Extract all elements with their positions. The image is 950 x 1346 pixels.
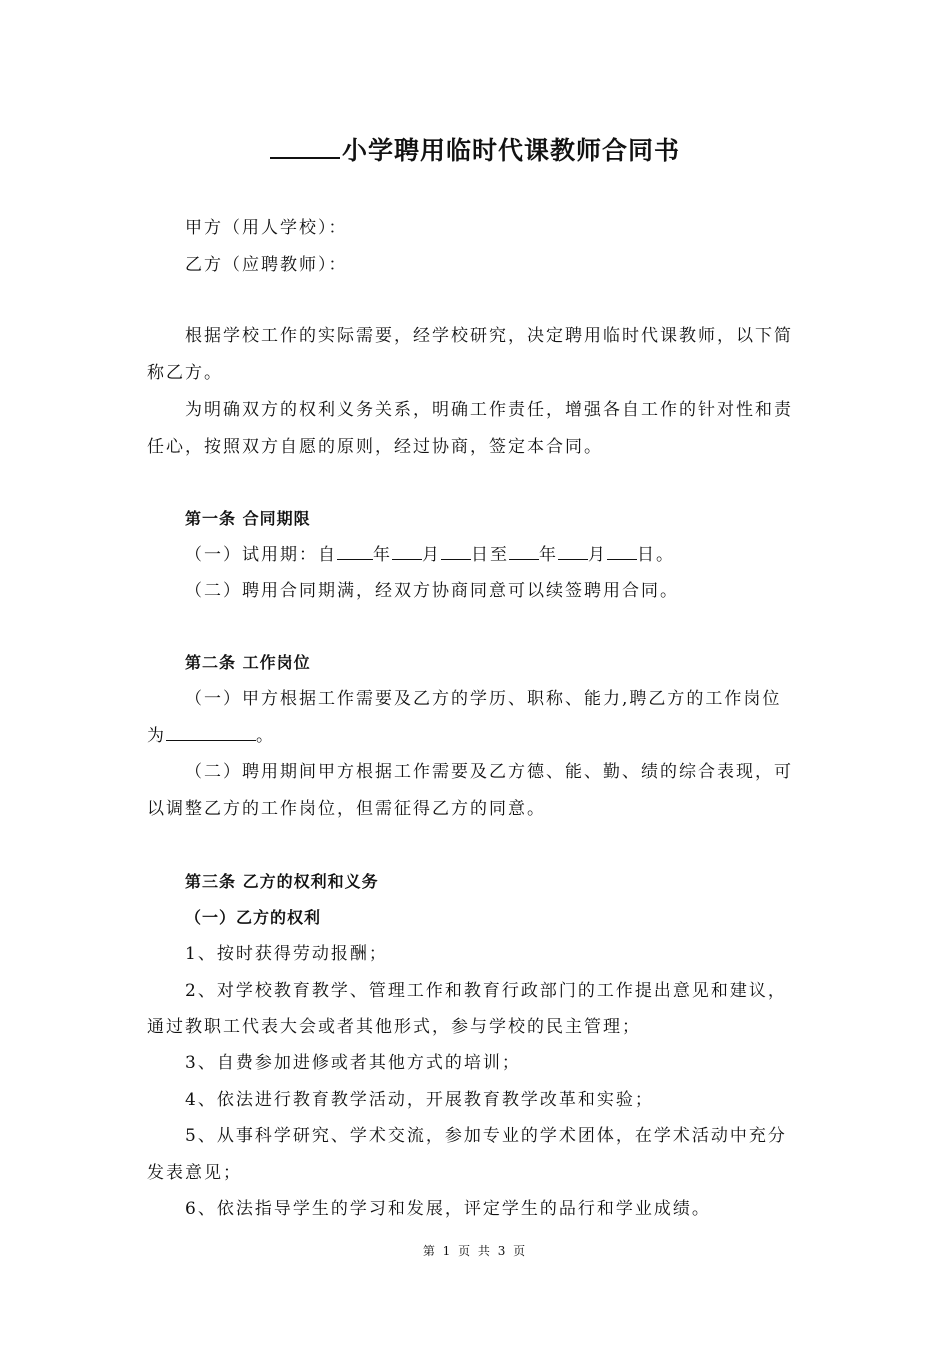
party-b-label: 乙方（应聘教师）： <box>185 255 348 275</box>
end-year-blank[interactable] <box>509 543 539 560</box>
end-month-blank[interactable] <box>558 543 588 560</box>
right-4: 4、依法进行教育教学活动，开展教育教学改革和实验； <box>185 1090 654 1110</box>
right-3: 3、自费参加进修或者其他方式的培训； <box>185 1053 521 1073</box>
position-prefix: 为 <box>147 726 166 746</box>
article-3-subheading: （一）乙方的权利 <box>185 908 322 927</box>
intro-paragraph-2-line-1: 为明确双方的权利义务关系，明确工作责任，增强各自工作的针对性和责 <box>185 400 793 420</box>
position-blank[interactable] <box>166 724 256 741</box>
start-day-blank[interactable] <box>441 543 471 560</box>
trial-prefix: （一）试用期：自 <box>185 545 337 565</box>
trial-end-month-label: 月 <box>588 545 607 565</box>
article-1-trial-period <box>185 543 675 567</box>
article-2-item-2-line-1: （二）聘用期间甲方根据工作需要及乙方德、能、勤、绩的综合表现，可 <box>185 762 793 782</box>
start-year-blank[interactable] <box>337 543 373 560</box>
intro-paragraph-1-line-2: 称乙方。 <box>147 363 223 383</box>
end-day-blank[interactable] <box>607 543 637 560</box>
position-suffix: 。 <box>256 726 275 746</box>
trial-day-to-label: 日至 <box>471 545 509 565</box>
start-month-blank[interactable] <box>392 543 422 560</box>
trial-month-label: 月 <box>422 545 441 565</box>
right-2-line-2: 通过教职工代表大会或者其他形式，参与学校的民主管理； <box>147 1017 641 1037</box>
right-2-line-1: 2、对学校教育教学、管理工作和教育行政部门的工作提出意见和建议， <box>185 981 787 1001</box>
trial-end-year-label: 年 <box>539 545 558 565</box>
article-1-item-2: （二）聘用合同期满，经双方协商同意可以续签聘用合同。 <box>185 581 679 601</box>
intro-paragraph-1-line-1: 根据学校工作的实际需要，经学校研究，决定聘用临时代课教师，以下简 <box>185 326 793 346</box>
trial-year-label: 年 <box>373 545 392 565</box>
article-2-item-1-line-2 <box>147 724 275 748</box>
right-5-line-1: 5、从事科学研究、学术交流，参加专业的学术团体，在学术活动中充分 <box>185 1126 787 1146</box>
trial-end-day-label: 日。 <box>637 545 675 565</box>
party-a-label: 甲方（用人学校）： <box>185 218 348 238</box>
contract-title <box>0 131 950 167</box>
title-text: 小学聘用临时代课教师合同书 <box>341 136 680 165</box>
right-1: 1、按时获得劳动报酬； <box>185 944 388 964</box>
article-2-heading: 第二条 工作岗位 <box>185 653 311 672</box>
article-1-heading: 第一条 合同期限 <box>185 509 311 528</box>
article-3-heading: 第三条 乙方的权利和义务 <box>185 872 379 891</box>
article-2-item-2-line-2: 以调整乙方的工作岗位，但需征得乙方的同意。 <box>147 799 546 819</box>
page-footer: 第 1 页 共 3 页 <box>422 1244 528 1258</box>
right-5-line-2: 发表意见； <box>147 1163 242 1183</box>
intro-paragraph-2-line-2: 任心，按照双方自愿的原则，经过协商，签定本合同。 <box>147 437 603 457</box>
article-2-item-1-line-1: （一）甲方根据工作需要及乙方的学历、职称、能力,聘乙方的工作岗位 <box>185 689 782 709</box>
right-6: 6、依法指导学生的学习和发展，评定学生的品行和学业成绩。 <box>185 1199 711 1219</box>
school-name-blank[interactable] <box>270 137 340 159</box>
